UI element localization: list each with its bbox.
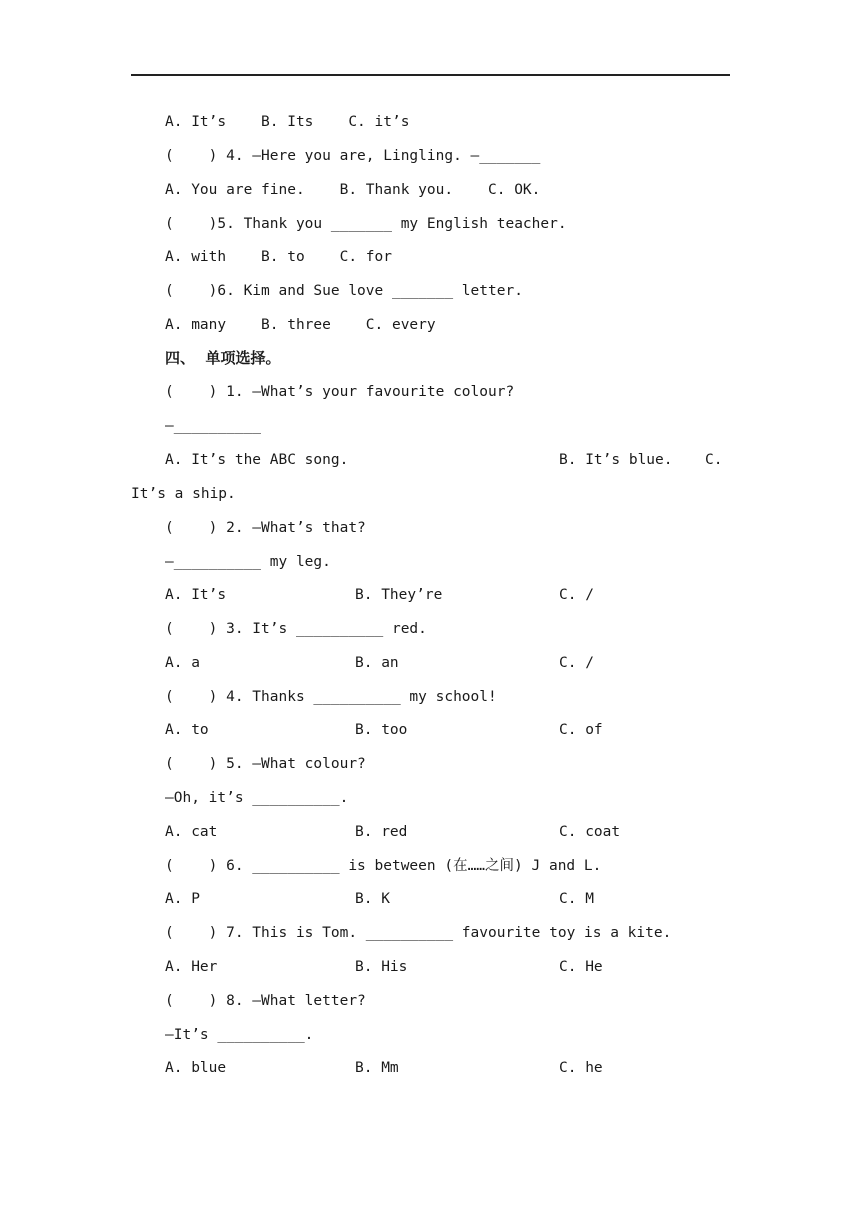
s4-q7-option-b: B. His	[355, 959, 408, 975]
s4-q2-answer-blank: —__________ my leg.	[165, 554, 331, 570]
q5-question: ( )5. Thank you _______ my English teacher.	[165, 216, 567, 232]
s4-q1-option-c-text: It’s a ship.	[131, 486, 236, 502]
s4-q8-question: ( ) 8. —What letter?	[165, 993, 366, 1009]
s4-q3-option-c: C. /	[559, 655, 594, 671]
s4-q1-option-c-label: C.	[705, 452, 723, 468]
s4-q8-option-c: C. he	[559, 1060, 603, 1076]
s4-q1-question: ( ) 1. —What’s your favourite colour?	[165, 384, 515, 400]
s4-q3-option-a: A. a	[165, 655, 200, 671]
s4-q4-question: ( ) 4. Thanks __________ my school!	[165, 689, 497, 705]
s4-q7-question: ( ) 7. This is Tom. __________ favourite toy is a kite.	[165, 925, 672, 941]
s4-q6-option-a: A. P	[165, 891, 200, 907]
s4-q6-option-c: C. M	[559, 891, 594, 907]
s4-q5-question: ( ) 5. —What colour?	[165, 756, 366, 772]
s4-q5-option-b: B. red	[355, 824, 408, 840]
s4-q5-answer-blank: —Oh, it’s __________.	[165, 790, 349, 806]
s4-q2-option-b: B. They’re	[355, 587, 443, 603]
s4-q4-option-b: B. too	[355, 722, 408, 738]
q4-options: A. You are fine. B. Thank you. C. OK.	[165, 182, 541, 198]
s4-q3-question: ( ) 3. It’s __________ red.	[165, 621, 427, 637]
s4-q2-question: ( ) 2. —What’s that?	[165, 520, 366, 536]
s4-q3-option-b: B. an	[355, 655, 399, 671]
s4-q8-answer-blank: —It’s __________.	[165, 1027, 314, 1043]
s4-q5-option-a: A. cat	[165, 824, 218, 840]
s4-q5-option-c: C. coat	[559, 824, 621, 840]
s4-q1-option-b: B. It’s blue.	[559, 452, 673, 468]
s4-q4-option-c: C. of	[559, 722, 603, 738]
s4-q7-option-a: A. Her	[165, 959, 218, 975]
s4-q1-option-a: A. It’s the ABC song.	[165, 452, 349, 468]
s4-q4-option-a: A. to	[165, 722, 209, 738]
q6-options: A. many B. three C. every	[165, 317, 436, 333]
s4-q1-answer-blank: —__________	[165, 418, 262, 434]
q6-question: ( )6. Kim and Sue love _______ letter.	[165, 283, 523, 299]
section-heading: 四、 单项选择。	[165, 349, 281, 367]
s4-q8-option-b: B. Mm	[355, 1060, 399, 1076]
q5-options: A. with B. to C. for	[165, 249, 392, 265]
header-rule	[131, 74, 730, 76]
s4-q6-option-b: B. K	[355, 891, 390, 907]
s4-q2-option-c: C. /	[559, 587, 594, 603]
s4-q8-option-a: A. blue	[165, 1060, 227, 1076]
s4-q6-question: ( ) 6. __________ is between (在……之间) J and L.	[165, 858, 602, 874]
q4-question: ( ) 4. —Here you are, Lingling. —_______	[165, 148, 541, 164]
s4-q7-option-c: C. He	[559, 959, 603, 975]
q3-options: A. It’s B. Its C. it’s	[165, 114, 410, 130]
s4-q2-option-a: A. It’s	[165, 587, 227, 603]
